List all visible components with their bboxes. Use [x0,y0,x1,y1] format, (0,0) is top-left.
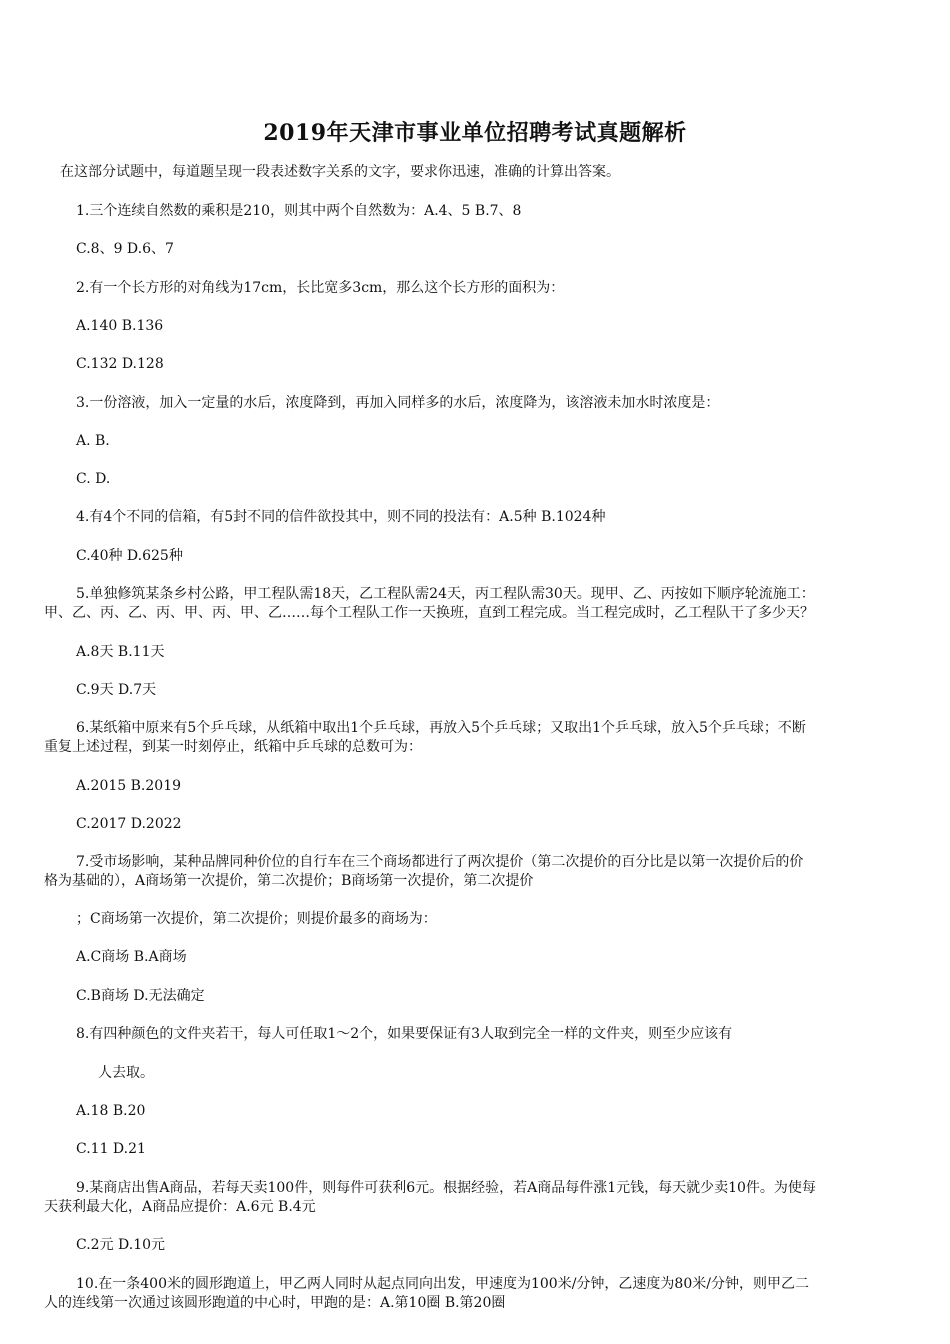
question-line: 8.有四种颜色的文件夹若干，每人可任取1～2个，如果要保证有3人取到完全一样的文件夹，则至少应该有 [76,1026,733,1042]
question-line: 天获利最大化，A商品应提价：A.6元 B.4元 [44,1199,316,1215]
document-title: 2019年天津市事业单位招聘考试真题解析 [263,120,687,146]
question-line: C. D. [76,471,111,487]
question-line: 7.受市场影响，某种品牌同种价位的自行车在三个商场都进行了两次提价（第二次提价的百分比是以第一次提价后的价 [76,854,804,870]
question-line: 2.有一个长方形的对角线为17cm，长比宽多3cm，那么这个长方形的面积为： [76,280,565,296]
question-line: 人去取。 [98,1065,154,1081]
question-line: C.B商场 D.无法确定 [76,988,205,1004]
question-line: C.132 D.128 [76,356,164,372]
question-line: C.11 D.21 [76,1141,146,1157]
question-line: 5.单独修筑某条乡村公路，甲工程队需18天，乙工程队需24天，丙工程队需30天。现甲、乙、丙按如下顺序轮流施工： [76,586,815,602]
intro-text: 在这部分试题中，每道题呈现一段表述数字关系的文字，要求你迅速，准确的计算出答案。 [60,164,620,180]
question-line: 9.某商店出售A商品，若每天卖100件，则每件可获利6元。根据经验，若A商品每件涨1元钱，每天就少卖10件。为使每 [76,1180,816,1196]
question-line: A.8天 B.11天 [76,644,165,660]
question-line: 人的连线第一次通过该圆形跑道的中心时，甲跑的是：A.第10圈 B.第20圈 [44,1295,506,1311]
question-line: 重复上述过程，到某一时刻停止，纸箱中乒乓球的总数可为： [44,739,422,755]
question-line: C.2017 D.2022 [76,816,182,832]
question-line: 3.一份溶液，加入一定量的水后，浓度降到，再加入同样多的水后，浓度降为，该溶液未加水时浓度是： [76,395,720,411]
question-line: C.2元 D.10元 [76,1237,166,1253]
question-line: C.8、9 D.6、7 [76,241,174,257]
question-line: A.140 B.136 [76,318,164,334]
question-line: C.40种 D.625种 [76,548,183,564]
question-line: A.18 B.20 [76,1103,146,1119]
question-line: A. B. [76,433,110,449]
question-line: C.9天 D.7天 [76,682,157,698]
question-line: 6.某纸箱中原来有5个乒乓球，从纸箱中取出1个乒乓球，再放入5个乒乓球；又取出1个乒乓球，放入5个乒乓球；不断 [76,720,806,736]
question-line: 格为基础的），A商场第一次提价，第二次提价；B商场第一次提价，第二次提价 [44,873,534,889]
question-line: 1.三个连续自然数的乘积是210，则其中两个自然数为：A.4、5 B.7、8 [76,203,522,219]
question-line: A.C商场 B.A商场 [76,949,187,965]
question-line: ；C商场第一次提价，第二次提价；则提价最多的商场为： [76,911,437,927]
question-line: 4.有4个不同的信箱，有5封不同的信件欲投其中，则不同的投法有：A.5种 B.1024种 [76,509,606,525]
question-line: 10.在一条400米的圆形跑道上，甲乙两人同时从起点同向出发，甲速度为100米/分钟，乙速度为80米/分钟，则甲乙二 [76,1276,809,1292]
question-line: A.2015 B.2019 [76,778,182,794]
question-line: 甲、乙、丙、乙、丙、甲、丙、甲、乙……每个工程队工作一天换班，直到工程完成。当工程完成时，乙工程队干了多少天？ [44,605,814,621]
